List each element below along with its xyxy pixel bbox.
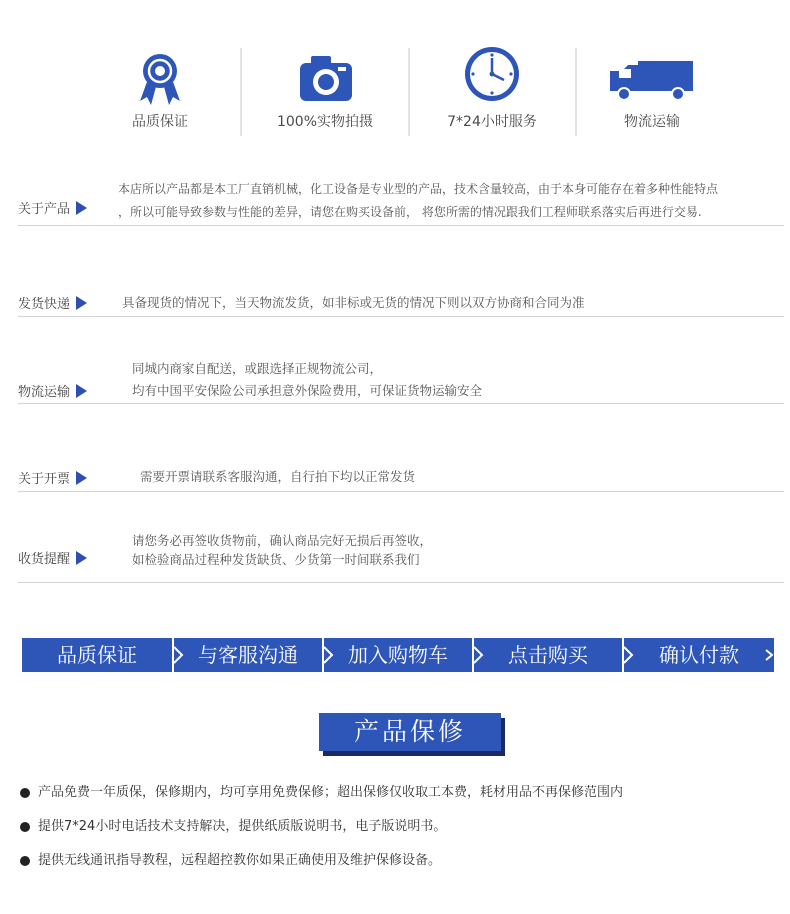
section-text-line: 具备现货的情况下，当天物流发货，如非标或无货的情况下则以双方协商和合同为准 [122,295,585,310]
section-about-product [18,178,784,228]
divider-line [18,403,784,404]
step-label: 点击购买 [508,643,588,667]
warranty-list [20,783,623,885]
award-ribbon-icon [80,45,240,107]
feature-label: 物流运输 [624,114,680,130]
arrow-right-icon [76,384,87,398]
bullet-icon [20,788,30,798]
bullet-icon [20,822,30,832]
step-label: 加入购物车 [348,643,448,667]
list-item [20,851,623,885]
truck-icon [572,45,732,107]
feature-label: 100%实物拍摄 [276,114,374,130]
warranty-title: 产品保修 [319,713,501,751]
section-heading-label: 发货快递 [18,297,71,312]
camera-icon [245,45,405,107]
list-item [20,817,623,851]
list-item [20,783,623,817]
section-heading-label: 关于开票 [18,472,71,487]
feature-quality [80,45,240,140]
section-text-line: 同城内商家自配送，或跟选择正规物流公司， [132,361,383,376]
step-buy [474,638,622,672]
section-invoice [18,464,784,492]
divider-line [18,316,784,317]
divider-line [18,225,784,226]
section-heading-label: 物流运输 [18,385,71,400]
clock-icon [412,45,572,107]
section-shipping [18,290,784,318]
divider [240,48,242,136]
section-text-line: 本店所以产品都是本工厂直销机械，化工设备是专业型的产品，技术含量较高，由于本身可能存在着多种性能特点 [118,182,719,196]
section-heading [18,381,87,400]
divider-line [18,491,784,492]
bullet-icon [20,856,30,866]
feature-service [412,45,572,140]
section-text-line: 如检验商品过程种发货缺货、少货第一时间联系我们 [132,552,420,567]
section-receipt [18,529,784,581]
section-heading [18,468,87,487]
section-heading [18,293,87,312]
section-heading [18,198,87,217]
arrow-right-icon [76,551,87,565]
arrow-right-icon [76,471,87,485]
feature-photo [245,45,405,140]
step-label: 品质保证 [57,643,137,667]
section-text-line: 均有中国平安保险公司承担意外保险费用，可保证货物运输安全 [132,383,483,398]
list-item-text: 提供无线通讯指导教程，远程超控教你如果正确使用及维护保修设备。 [38,853,442,868]
step-label: 确认付款 [659,643,739,667]
list-item-text: 产品免费一年质保，保修期内，均可享用免费保修；超出保修仅收取工本费，耗材用品不再保修范围内 [38,785,624,800]
section-text-line: ，所以可能导致参数与性能的差异，请您在购买设备前， 将您所需的情况跟我们工程师联系落实后再进行交易. [118,205,702,219]
step-quality [22,638,172,672]
purchase-steps [22,638,774,672]
section-heading [18,548,87,567]
section-heading-label: 收货提醒 [18,552,71,567]
section-text-line: 需要开票请联系客服沟通，自行拍下均以正常发货 [140,469,416,484]
step-contact-service [174,638,322,672]
feature-label: 品质保证 [132,114,188,130]
divider [408,48,410,136]
feature-label: 7*24小时服务 [447,114,537,130]
arrow-right-icon [76,296,87,310]
arrow-right-icon [76,201,87,215]
section-heading-label: 关于产品 [18,202,71,217]
section-logistics [18,357,784,405]
step-add-to-cart [324,638,472,672]
step-confirm-payment [624,638,774,672]
section-text-line: 请您务必再签收货物前，确认商品完好无损后再签收， [132,533,433,548]
feature-logistics [572,45,732,140]
list-item-text: 提供7*24小时电话技术支持解决，提供纸质版说明书，电子版说明书。 [38,819,447,834]
step-label: 与客服沟通 [198,643,298,667]
divider-line [18,582,784,583]
